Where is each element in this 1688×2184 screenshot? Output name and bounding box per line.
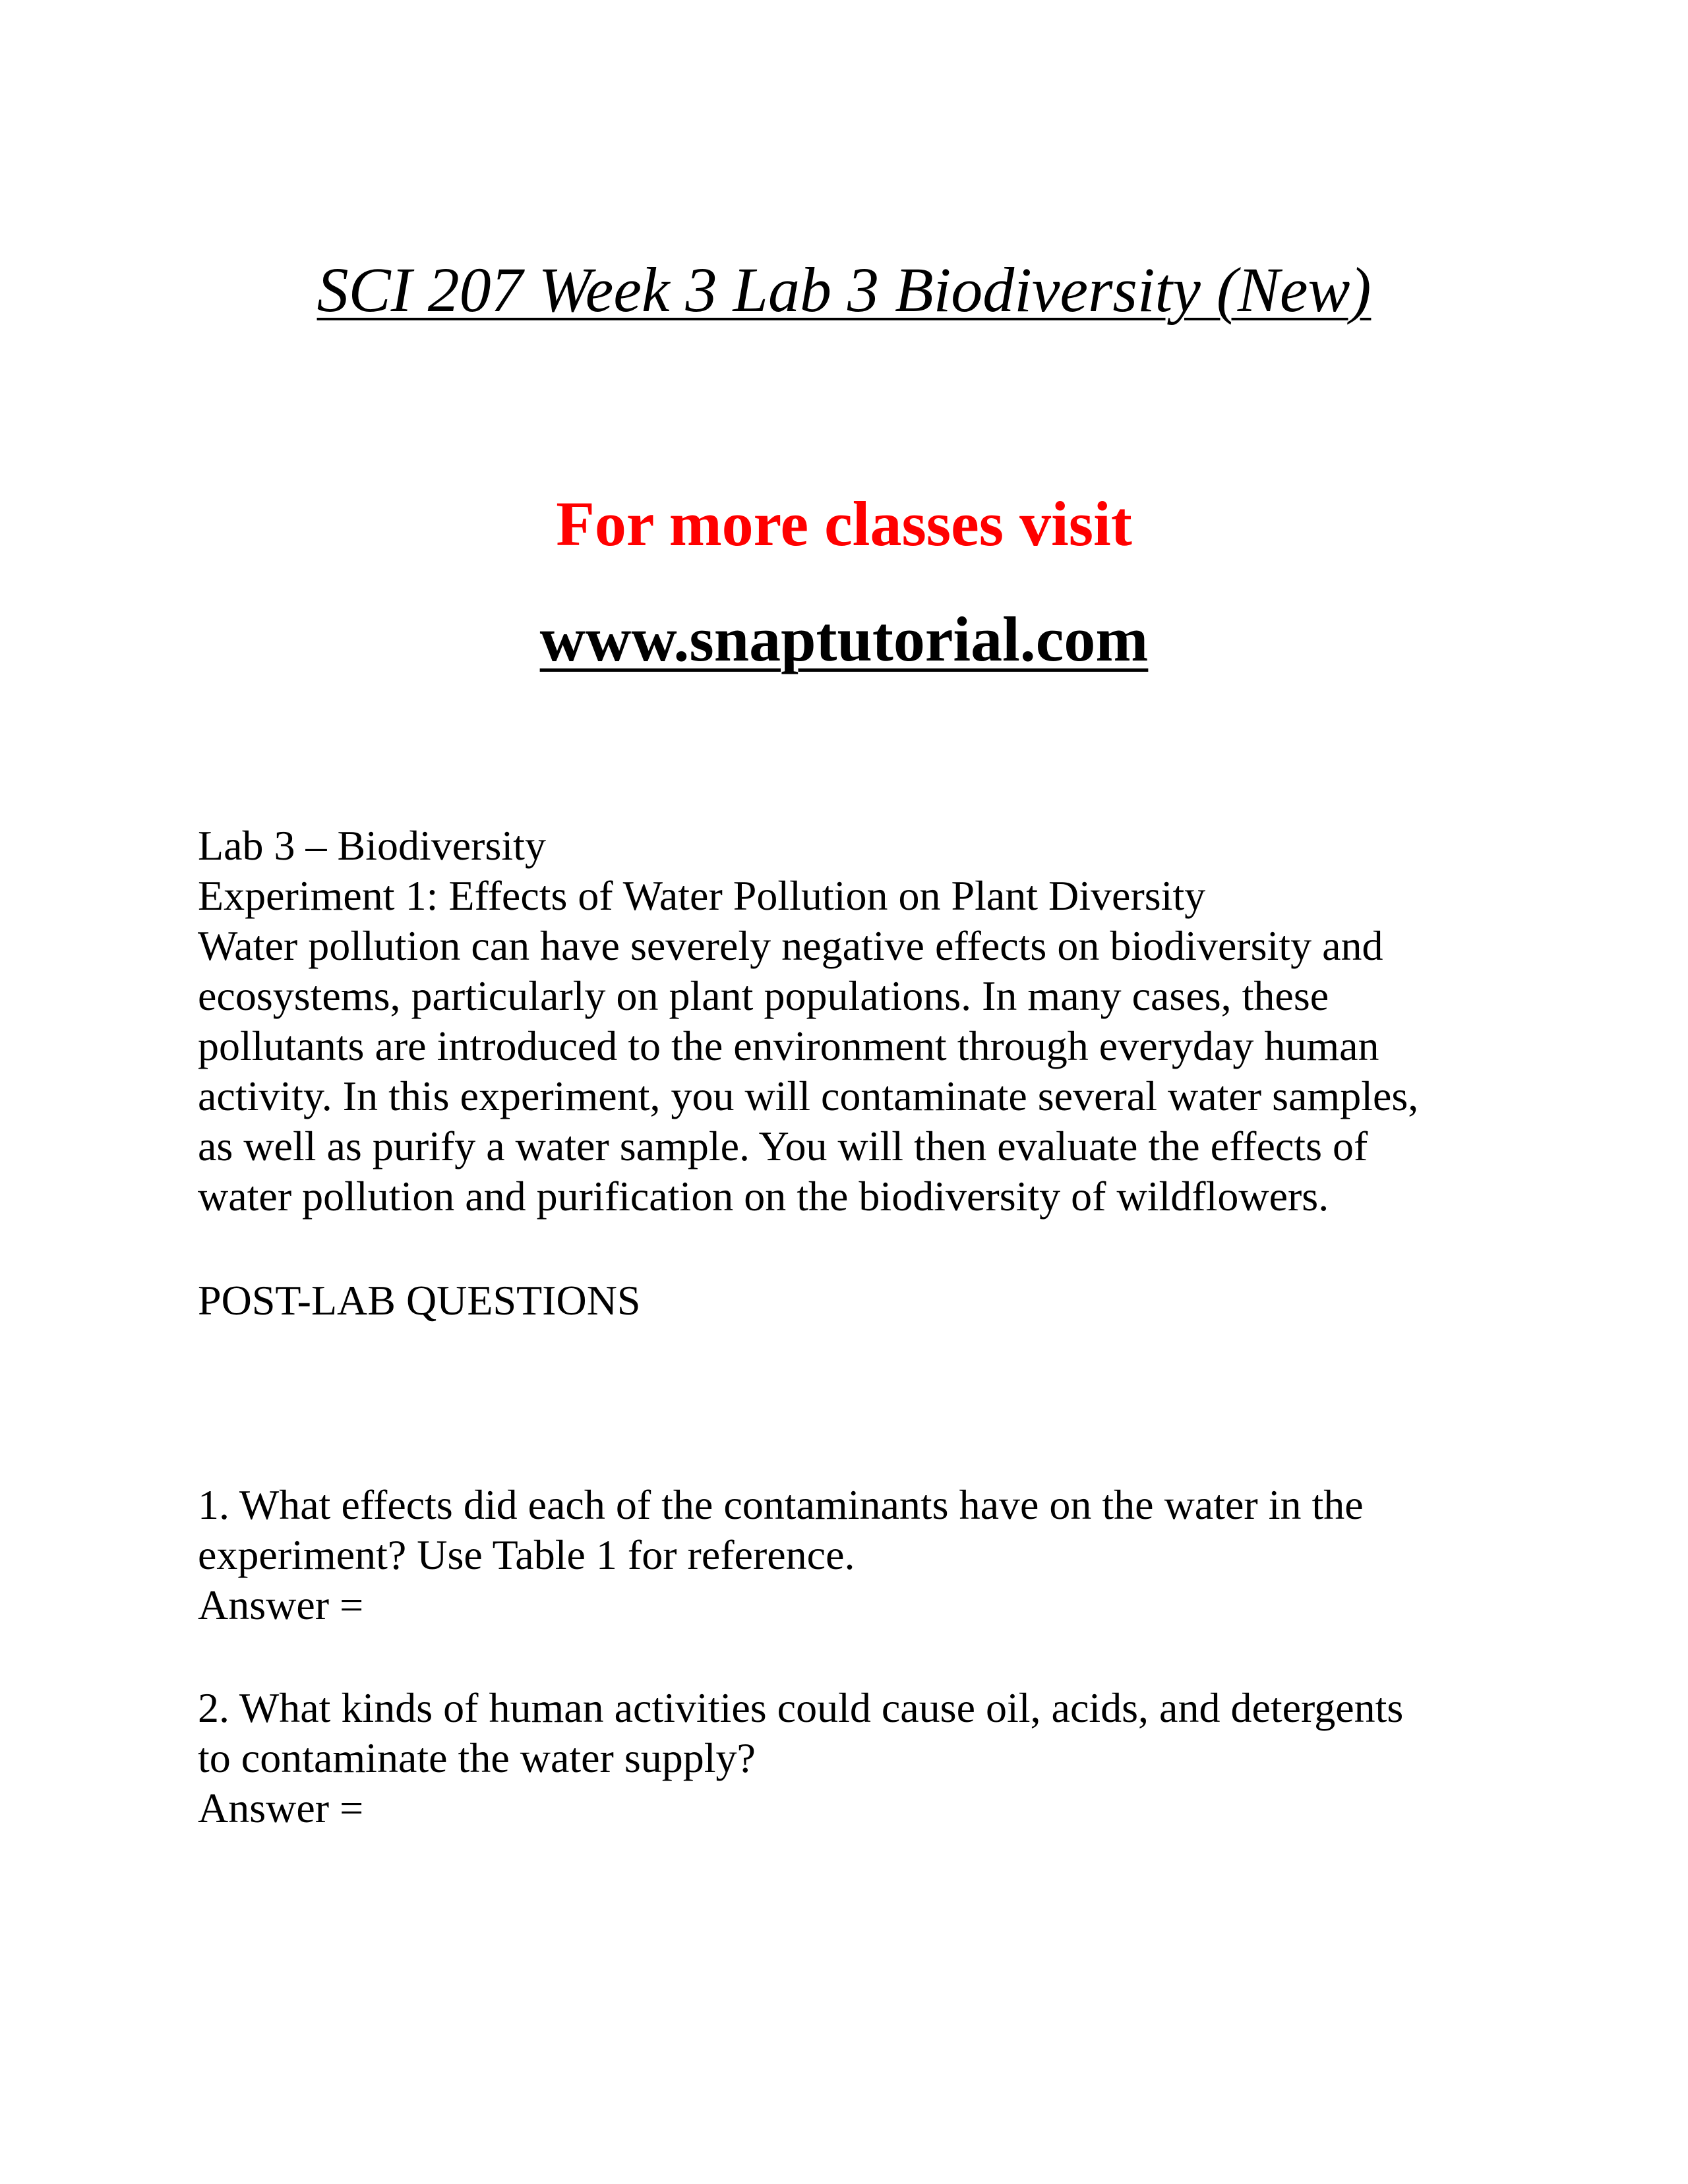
intro-line: water pollution and purification on the biodiversity of wildflowers. xyxy=(198,1173,1329,1220)
question-line: experiment? Use Table 1 for reference. xyxy=(198,1531,855,1578)
answer-label: Answer = xyxy=(198,1581,364,1628)
lab-heading: Lab 3 – Biodiversity xyxy=(198,822,546,869)
intro-line: activity. In this experiment, you will contaminate several water samples, xyxy=(198,1073,1419,1119)
intro-line: Water pollution can have severely negative effects on biodiversity and xyxy=(198,922,1383,969)
intro-line: ecosystems, particularly on plant populations. In many cases, these xyxy=(198,972,1329,1019)
intro-line: as well as purify a water sample. You will then evaluate the effects of xyxy=(198,1123,1368,1169)
document-title: SCI 207 Week 3 Lab 3 Biodiversity (New) xyxy=(316,254,1372,325)
question-line: 1. What effects did each of the contaminants have on the water in the xyxy=(198,1481,1364,1528)
intro-paragraph xyxy=(198,821,1517,1222)
post-lab-heading xyxy=(198,1276,1517,1326)
question-1 xyxy=(198,1480,1517,1630)
question-line: to contaminate the water supply? xyxy=(198,1734,756,1781)
section-heading: POST-LAB QUESTIONS xyxy=(198,1277,641,1324)
answer-label: Answer = xyxy=(198,1785,364,1831)
intro-line: pollutants are introduced to the environment through everyday human xyxy=(198,1022,1379,1069)
question-2 xyxy=(198,1683,1517,1833)
promo-text: For more classes visit xyxy=(556,488,1132,559)
experiment-heading: Experiment 1: Effects of Water Pollution on Plant Diversity xyxy=(198,872,1206,919)
website-link[interactable]: www.snaptutorial.com xyxy=(539,604,1149,674)
question-line: 2. What kinds of human activities could cause oil, acids, and detergents xyxy=(198,1684,1404,1731)
